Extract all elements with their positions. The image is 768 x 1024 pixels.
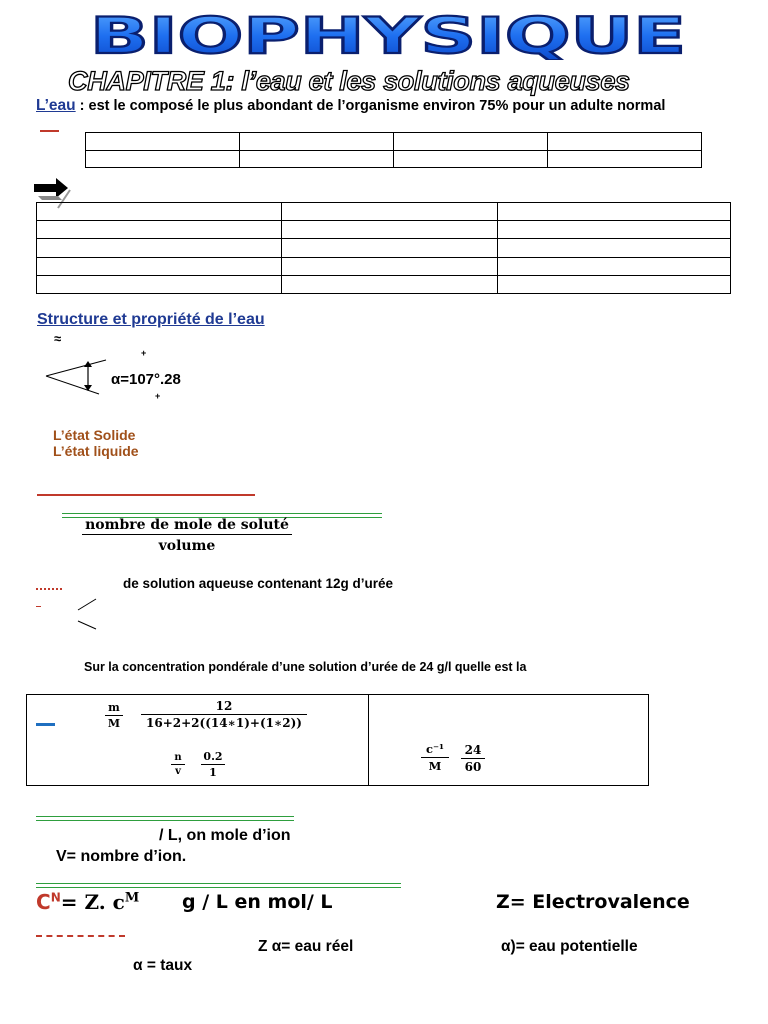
table-cell: [281, 221, 498, 239]
fraction-numerator: m: [108, 701, 120, 714]
approx-symbol: ≈: [54, 331, 62, 346]
state-solid-label: L’état Solide: [53, 427, 136, 443]
normality-formula: [36, 890, 139, 914]
fraction-denominator: 16+2+2((14∗1)+(1∗2)): [141, 714, 307, 730]
table-row: [86, 133, 702, 151]
blue-dash-marker: [36, 723, 55, 726]
table-row: [37, 203, 731, 221]
fraction-denominator: 60: [461, 758, 485, 774]
fraction-denominator: M: [421, 757, 449, 773]
fraction-numerator: 0.2: [203, 750, 223, 763]
real-water-text: Z α= eau réel: [258, 938, 354, 955]
table-cell: [498, 203, 731, 221]
fraction-denominator: v: [171, 764, 185, 777]
table-row: [86, 150, 702, 168]
table-cell: [548, 133, 702, 151]
green-underline: [36, 816, 294, 821]
table-cell: [37, 275, 282, 293]
fraction-numerator: n: [174, 752, 182, 763]
chapter-subtitle: CHAPITRE 1: l’eau et les solutions aqueuses: [68, 66, 630, 96]
fraction-denominator: M: [105, 715, 123, 730]
fraction-numerator: 24: [464, 743, 482, 757]
ion-mole-text: / L, on mole d’ion: [159, 827, 291, 844]
structure-heading: Structure et propriété de l’eau: [37, 311, 265, 328]
empty-table-2: [36, 202, 731, 294]
water-angle-diagram: [44, 356, 108, 398]
molarity-fraction: [82, 517, 292, 554]
rate-text: α = taux: [133, 957, 193, 974]
fraction-denominator: 1: [201, 764, 225, 779]
red-tick-marker: [36, 606, 41, 607]
table-cell: [281, 203, 498, 221]
table-cell: [37, 239, 282, 257]
electrovalence-label: Z= Electrovalence: [496, 891, 690, 913]
table-row: [37, 275, 731, 293]
bond-angle-label: α=107°.28: [111, 371, 181, 388]
mass-over-molar-fraction: [105, 701, 123, 730]
concentration-text: Sur la concentration pondérale d’une solution d’urée de 24 g/l quelle est la: [84, 660, 527, 674]
c-over-m-fraction: [421, 742, 449, 773]
red-dashed-underline: [36, 935, 125, 937]
normality-sup-m: M: [124, 890, 140, 906]
table-cell: [37, 221, 282, 239]
intro-paragraph: [36, 97, 665, 115]
table-row: [37, 221, 731, 239]
state-liquid-label: L’état liquide: [53, 443, 139, 459]
table-cell: [37, 257, 282, 275]
table-cell: [281, 275, 498, 293]
title-banner: [88, 8, 688, 60]
table-cell: [86, 150, 240, 168]
table-cell: [548, 150, 702, 168]
intro-text: : est le composé le plus abondant de l’organisme environ 75% pour un adulte normal: [75, 98, 666, 114]
table-cell: [498, 257, 731, 275]
plus-charge-top: +: [141, 348, 147, 358]
plus-charge-bottom: +: [155, 391, 161, 401]
green-underline: [36, 883, 401, 888]
table-cell: [498, 275, 731, 293]
table-row: [37, 239, 731, 257]
table-cell: [394, 133, 548, 151]
ion-number-text: V= nombre d’ion.: [56, 848, 187, 865]
molarity-numerator: nombre de mole de soluté: [85, 517, 289, 533]
box-divider: [368, 695, 369, 785]
urea-molar-mass-fraction: [141, 699, 307, 730]
normality-units: g / L en mol/ L: [182, 891, 333, 913]
red-dash-marker: [40, 130, 59, 132]
table-row: [37, 257, 731, 275]
molarity-denominator: volume: [82, 534, 292, 554]
bracket-lines: [76, 596, 98, 632]
normality-expression: = Z. c: [60, 890, 125, 914]
table-cell: [240, 150, 394, 168]
main-title: BIOPHYSIQUE: [90, 8, 686, 60]
fraction-numerator: c⁻¹: [425, 742, 445, 756]
table-cell: [394, 150, 548, 168]
potential-water-text: α)= eau potentielle: [501, 938, 638, 955]
n-over-v-fraction: [171, 752, 185, 777]
intro-heading: L’eau: [36, 97, 76, 114]
molarity-value-fraction: [201, 750, 225, 779]
red-dotted-marker: [36, 588, 62, 590]
table-cell: [281, 257, 498, 275]
table-cell: [240, 133, 394, 151]
normality-symbol: $C^N$: [36, 890, 61, 914]
table-cell: [498, 239, 731, 257]
table-cell: [86, 133, 240, 151]
urea-solution-text: de solution aqueuse contenant 12g d’urée: [123, 576, 394, 591]
fraction-numerator: 12: [215, 699, 233, 713]
table-cell: [281, 239, 498, 257]
red-underline: [37, 494, 255, 496]
urea-numeric-fraction: [461, 743, 485, 774]
table-cell: [498, 221, 731, 239]
empty-table-1: [85, 132, 702, 168]
table-cell: [37, 203, 282, 221]
